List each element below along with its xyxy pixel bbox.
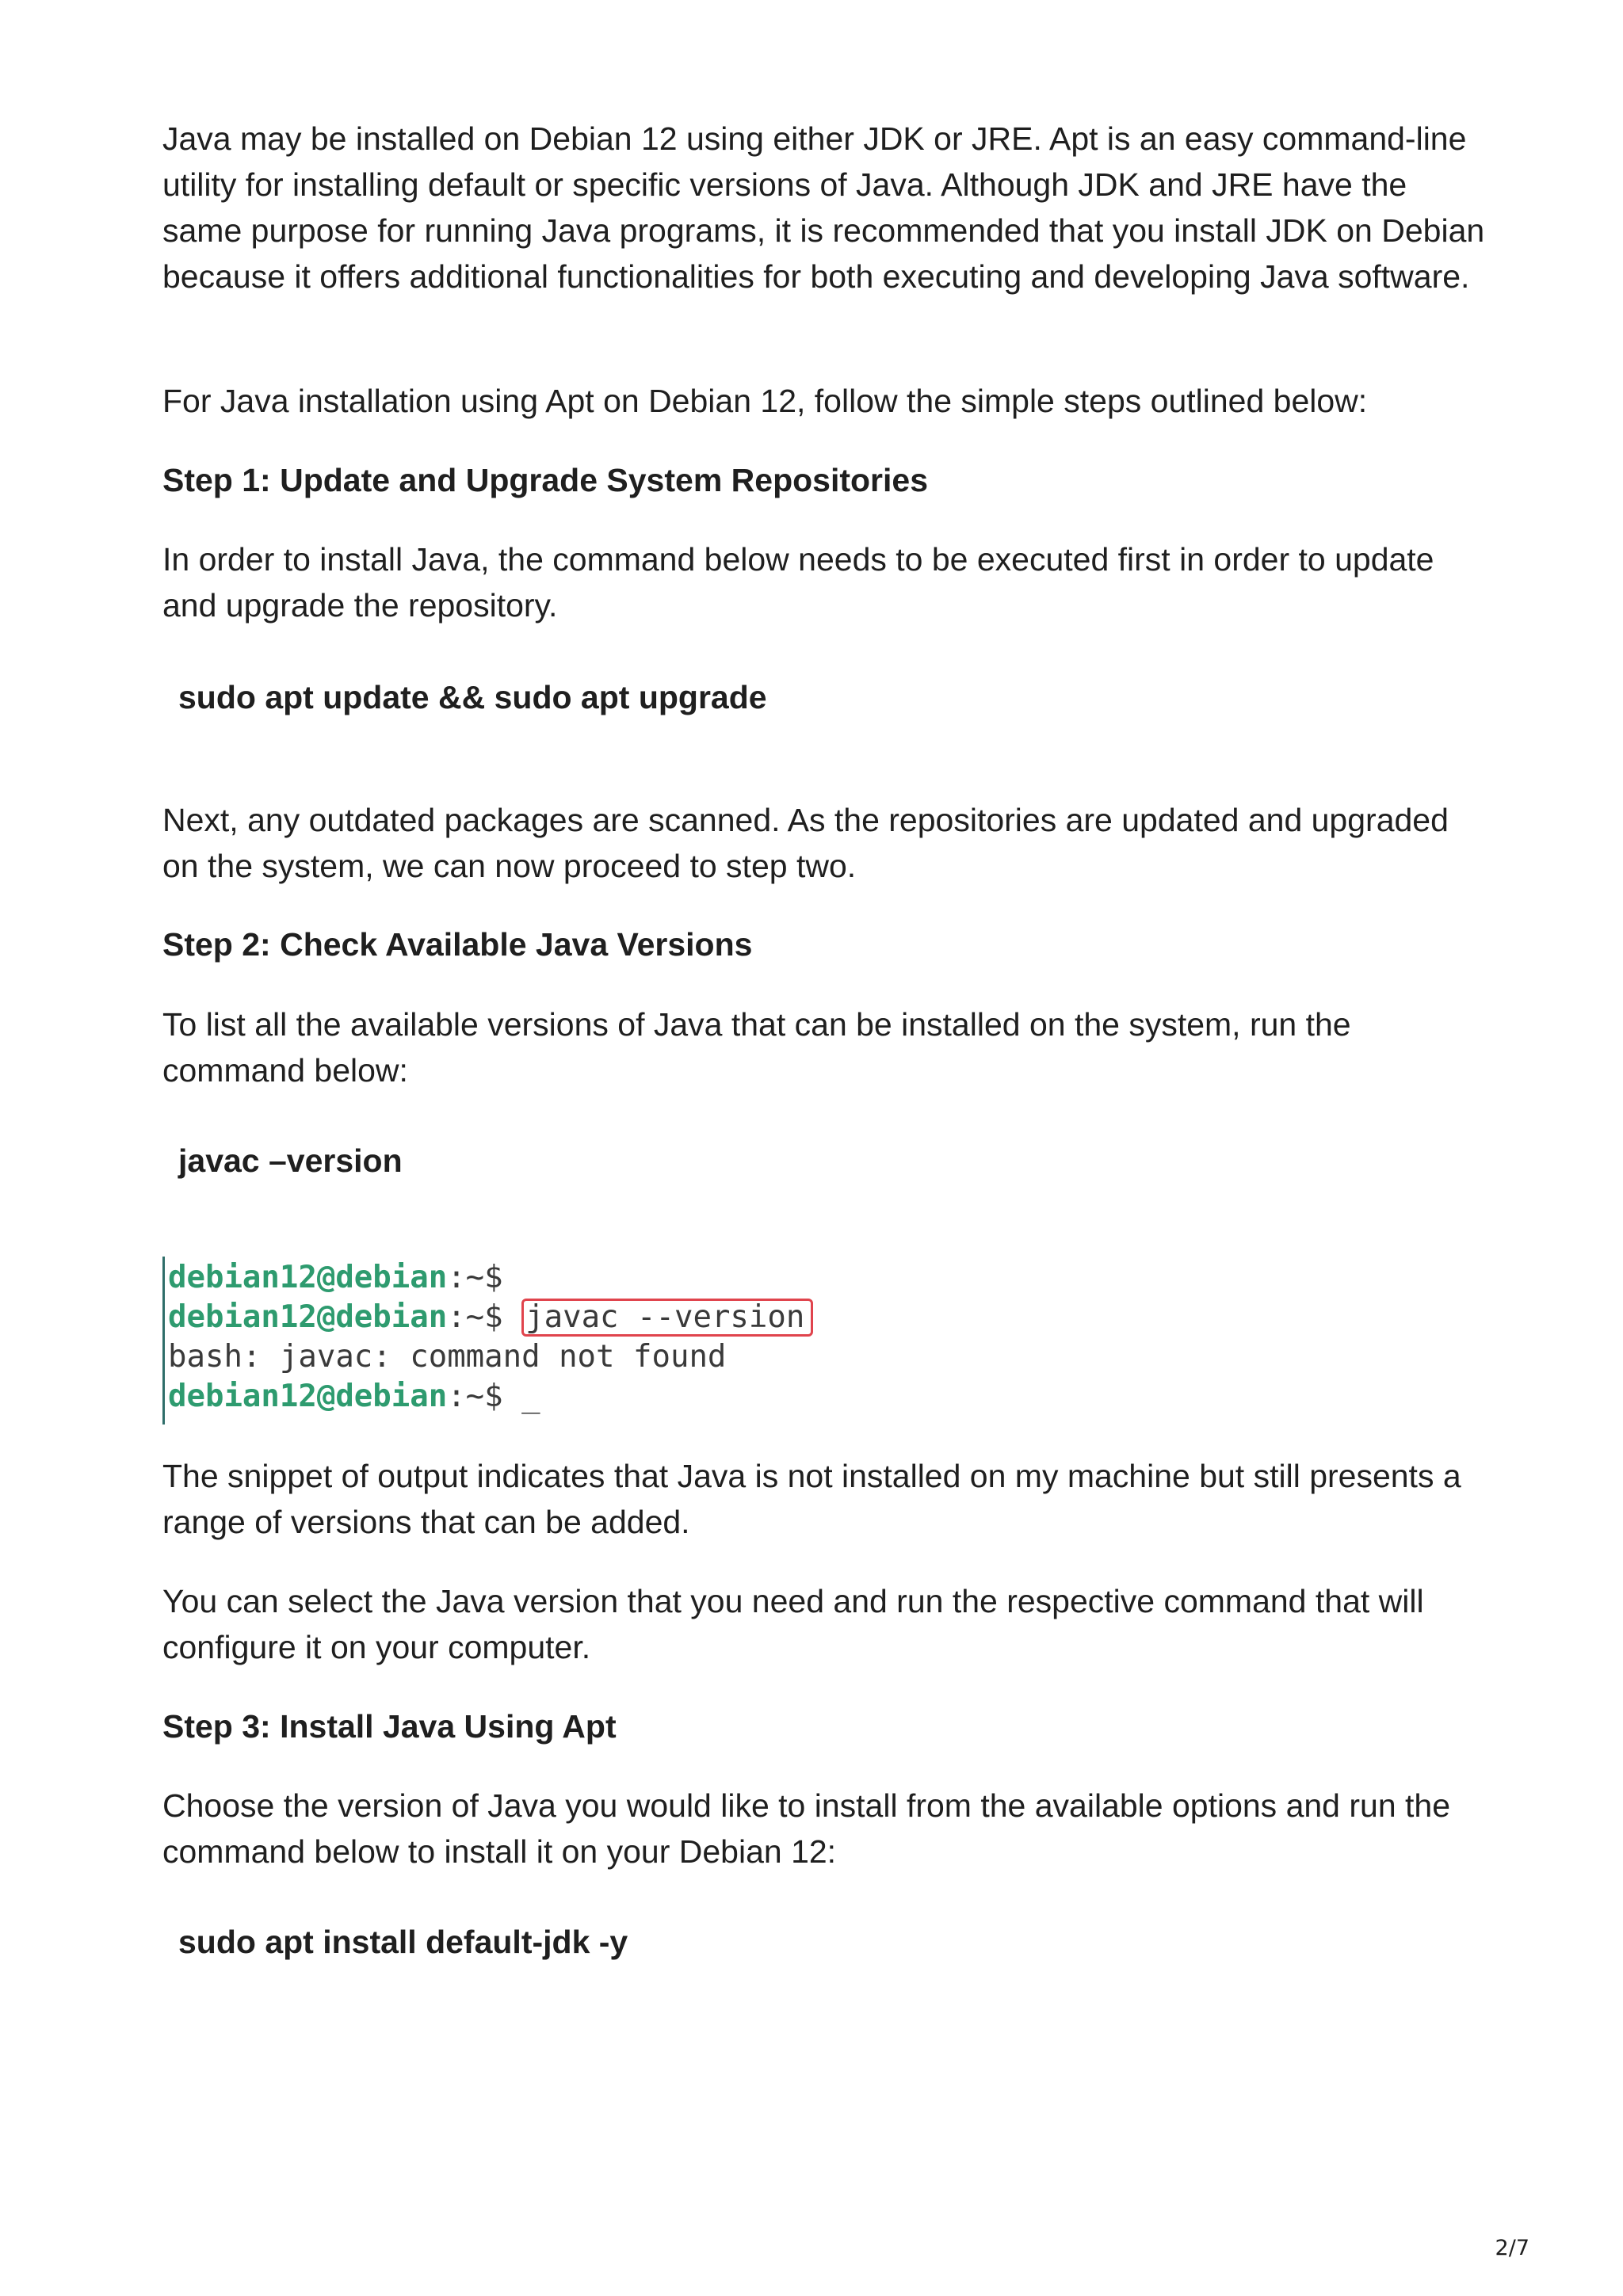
step3-heading: Step 3: Install Java Using Apt — [162, 1708, 617, 1745]
terminal-prompt-user: debian12@debian — [168, 1379, 448, 1414]
terminal-highlighted-command: javac --version — [521, 1299, 813, 1337]
terminal-prompt-user: debian12@debian — [168, 1299, 448, 1335]
page-number: 2/7 — [1495, 2236, 1529, 2260]
steps-intro-paragraph: For Java installation using Apt on Debian 12, follow the simple steps outlined below: — [162, 383, 1368, 419]
step1-command: sudo apt update && sudo apt upgrade — [178, 679, 767, 715]
step3-command: sudo apt install default-jdk -y — [178, 1924, 628, 1960]
terminal-screenshot — [162, 1257, 957, 1425]
terminal-prompt-suffix: :~$ — [447, 1260, 503, 1295]
step1-heading: Step 1: Update and Upgrade System Repositories — [162, 462, 929, 498]
intro-paragraph: Java may be installed on Debian 12 using either JDK or JRE. Apt is an easy command-line utility for installing default or specific versions of Java. Although JDK and JRE have the same purpose for running Java programs, it is recommended that you install JDK on Debian because it offers additional functionalities for both executing and developing Java software. — [162, 120, 1485, 295]
step2-after-paragraph-1: The snippet of output indicates that Java is not installed on my machine but still presents a range of versions that can be added. — [162, 1458, 1461, 1540]
step1-paragraph: In order to install Java, the command below needs to be executed first in order to update and upgrade the repository. — [162, 541, 1434, 624]
step3-paragraph: Choose the version of Java you would like to install from the available options and run the command below to install it on your Debian 12: — [162, 1787, 1451, 1870]
step2-paragraph: To list all the available versions of Java that can be installed on the system, run the command below: — [162, 1006, 1351, 1089]
terminal-line-2 — [165, 1298, 957, 1337]
step2-heading: Step 2: Check Available Java Versions — [162, 926, 753, 963]
terminal-prompt-user: debian12@debian — [168, 1260, 448, 1295]
step2-after-paragraph-2: You can select the Java version that you need and run the respective command that will configure it on your computer. — [162, 1583, 1424, 1665]
terminal-error-output: bash: javac: command not found — [168, 1339, 727, 1375]
terminal-cursor: _ — [521, 1379, 540, 1414]
terminal-prompt-suffix: :~$ — [447, 1379, 503, 1414]
terminal-line-1 — [165, 1258, 957, 1298]
terminal-prompt-suffix: :~$ — [447, 1299, 503, 1335]
terminal-line-4 — [165, 1377, 957, 1417]
step1-after-paragraph: Next, any outdated packages are scanned. As the repositories are updated and upgraded on the system, we can now proceed to step two. — [162, 802, 1449, 884]
step2-command: javac –version — [178, 1142, 403, 1179]
